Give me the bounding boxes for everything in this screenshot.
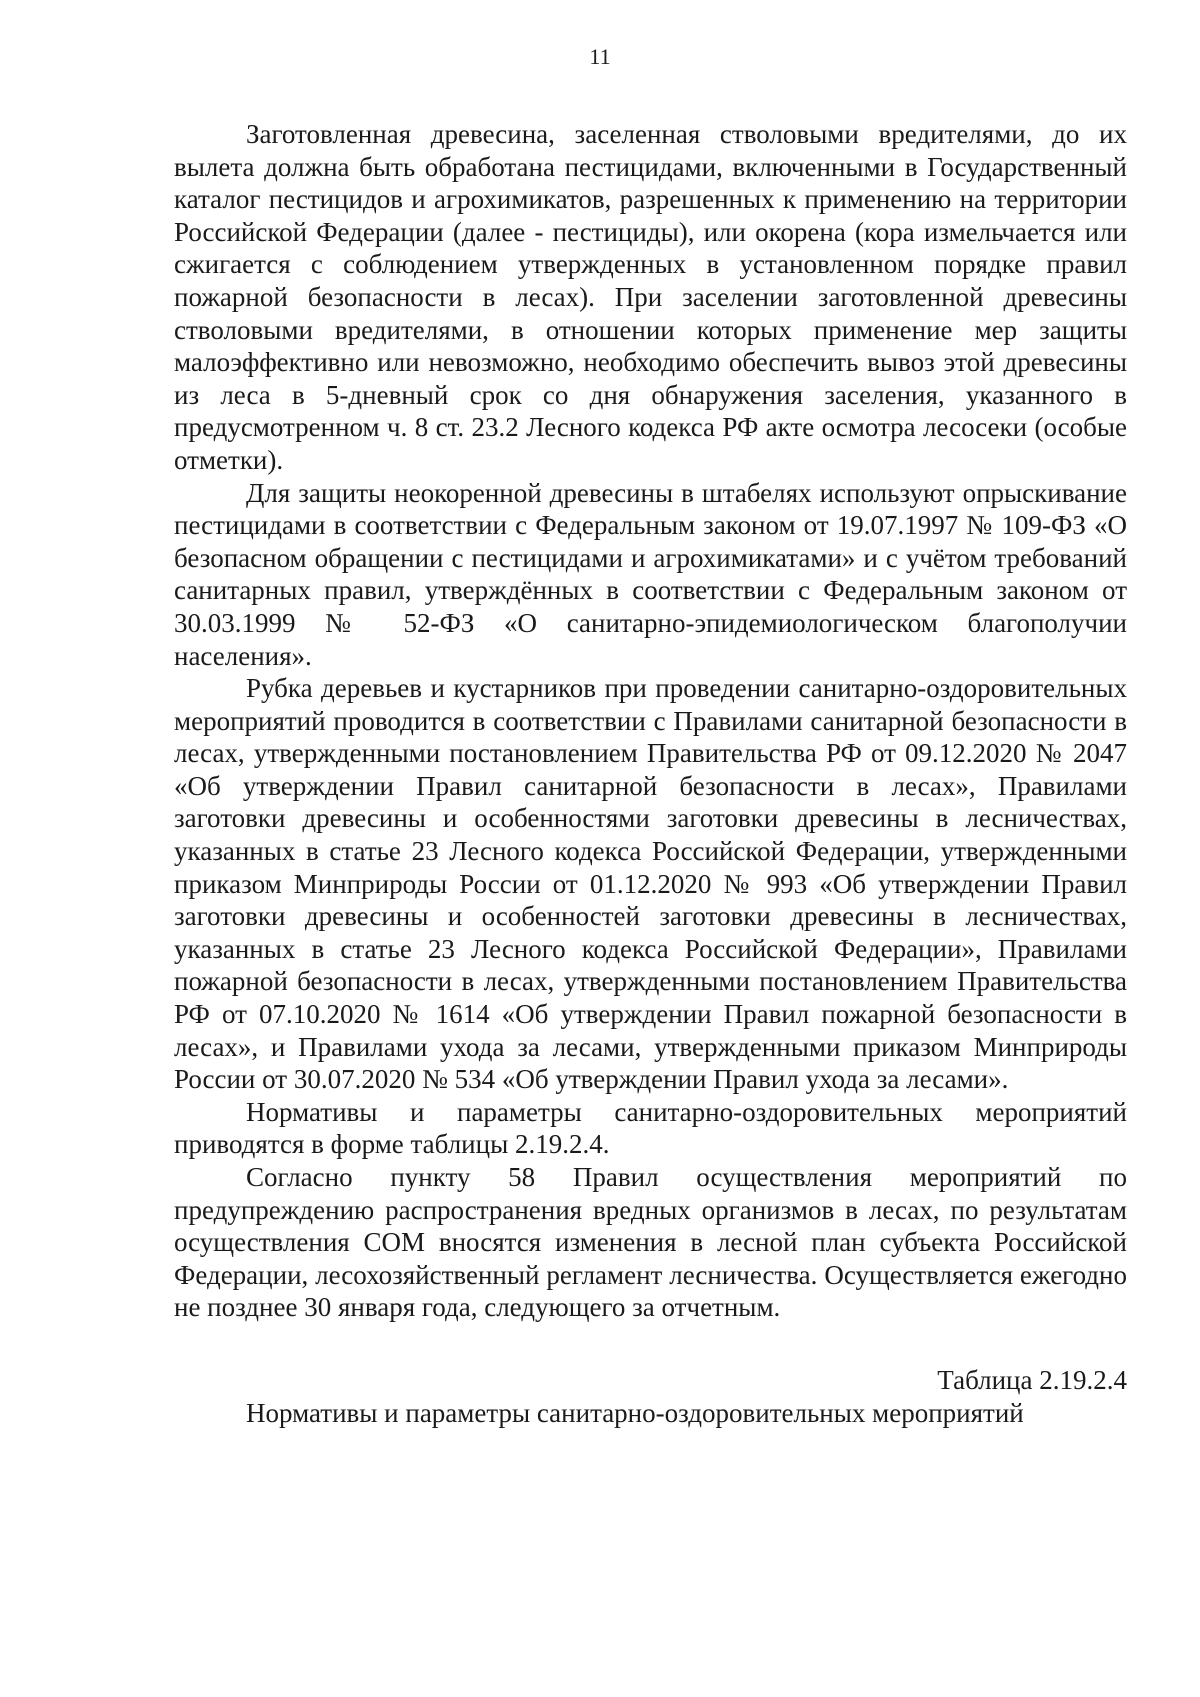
paragraph-norms-reference: Нормативы и параметры санитарно-оздоровительных мероприятий приводятся в форме таблицы 2.19.2.4. xyxy=(174,1096,1127,1160)
paragraph-harvested-wood-treatment: Заготовленная древесина, заселенная стволовыми вредителями, до их вылета должна быть обработана пестицидами, включенными в Государственный каталог пестицидов и агрохимикатов, разрешенных к применению на территории Российской Федерации (далее - пестициды), или окорена (кора измельчается или сжигается с соблюдением утвержденных в установленном порядке правил пожарной безопасности в лесах). При заселении заготовленной древесины стволовыми вредителями, в отношении которых применение мер защиты малоэффективно или невозможно, необходимо обеспечить вывоз этой древесины из леса в 5-дневный срок со дня обнаружения заселения, указанного в предусмотренном ч. 8 ст. 23.2 Лесного кодекса РФ акте осмотра лесосеки (особые отметки). xyxy=(174,119,1127,475)
paragraph-sanitary-felling-rules: Рубка деревьев и кустарников при проведении санитарно-оздоровительных мероприятий проводится в соответствии с Правилами санитарной безопасности в лесах, утвержденными постановлением Правительства РФ от 09.12.2020 № 2047 «Об утверждении Правил санитарной безопасности в лесах», Правилами заготовки древесины и особенностями заготовки древесины в лесничествах, указанных в статье 23 Лесного кодекса Российской Федерации, утвержденными приказом Минприроды России от 01.12.2020 № 993 «Об утверждении Правил заготовки древесины и особенностей заготовки древесины в лесничествах, указанных в статье 23 Лесного кодекса Российской Федерации», Правилами пожарной безопасности в лесах, утвержденными постановлением Правительства РФ от 07.10.2020 № 1614 «Об утверждении Правил пожарной безопасности в лесах», и Правилами ухода за лесами, утвержденными приказом Минприроды России от 30.07.2020 № 534 «Об утверждении Правил ухода за лесами». xyxy=(174,673,1127,1095)
table-title: Нормативы и параметры санитарно-оздоровительных мероприятий xyxy=(246,1397,1024,1428)
document-body xyxy=(174,118,1127,1429)
paragraph-plan-changes: Согласно пункту 58 Правил осуществления мероприятий по предупреждению распространения вредных организмов в лесах, по результатам осуществления СОМ вносятся изменения в лесной план субъекта Российской Федерации, лесохозяйственный регламент лесничества. Осуществляется ежегодно не позднее 30 января года, следующего за отчетным. xyxy=(174,1162,1127,1323)
page-number: 11 xyxy=(589,44,611,69)
table-caption: Таблица 2.19.2.4 xyxy=(937,1364,1127,1395)
paragraph-unbarked-wood-protection: Для защиты неокоренной древесины в штабелях используют опрыскивание пестицидами в соответствии с Федеральным законом от 19.07.1997 № 109-ФЗ «О безопасном обращении с пестицидами и агрохимикатами» и с учётом требований санитарных правил, утверждённых в соответствии с Федеральным законом от 30.03.1999 № 52-ФЗ «О санитарно-эпидемиологическом благополучии населения». xyxy=(174,477,1127,671)
